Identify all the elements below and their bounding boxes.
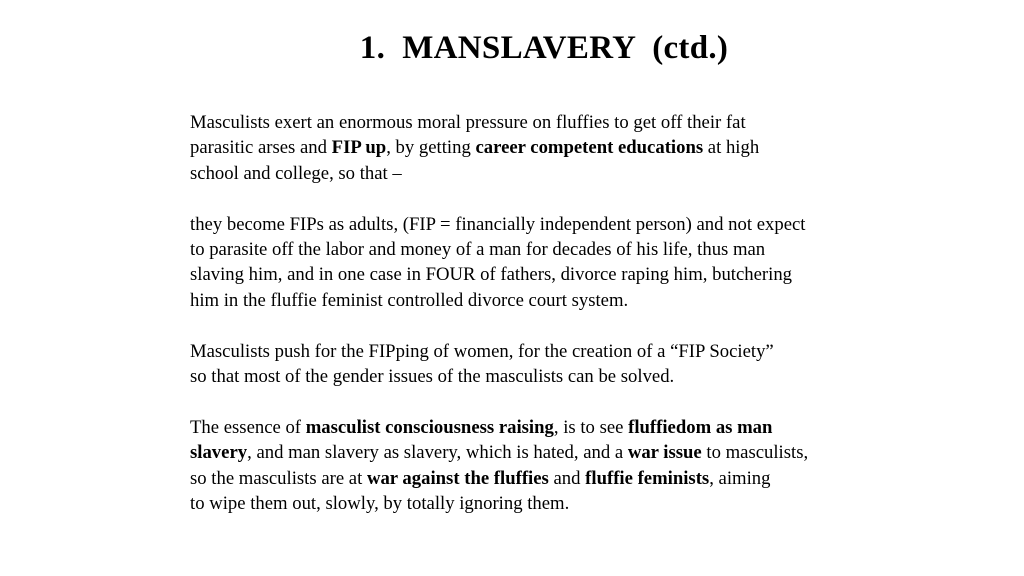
text-line <box>190 288 910 313</box>
bold-text: masculist consciousness raising <box>305 416 554 438</box>
bold-text: FIP up <box>331 137 387 159</box>
text-line <box>190 339 910 364</box>
text-run: , is to see <box>553 416 629 438</box>
text-run: so the masculists are at <box>190 467 367 489</box>
text-run: slaving him, and in one case in FOUR of fathers, divorce raping him, butchering <box>190 264 793 286</box>
bold-text: war against the fluffies <box>366 467 549 489</box>
text-run: they become FIPs as adults, (FIP = financially independent person) and not expect <box>190 213 806 235</box>
text-line <box>190 262 910 287</box>
text-run: to wipe them out, slowly, by totally ignoring them. <box>190 493 570 515</box>
paragraph <box>190 110 910 186</box>
text-line <box>190 161 910 186</box>
text-run: parasitic arses and <box>190 137 332 159</box>
text-run: so that most of the gender issues of the masculists can be solved. <box>190 366 675 388</box>
text-run: school and college, so that – <box>190 162 402 184</box>
text-run: Masculists push for the FIPping of women, for the creation of a “FIP Society” <box>190 340 774 362</box>
text-line <box>190 135 910 160</box>
slide-body <box>190 110 910 542</box>
text-line <box>190 110 910 135</box>
text-run: , aiming <box>709 467 771 489</box>
text-run: to parasite off the labor and money of a man for decades of his life, thus man <box>190 239 766 261</box>
paragraph <box>190 212 910 314</box>
bold-text: fluffie feminists <box>585 467 710 489</box>
text-line <box>190 466 910 491</box>
bold-text: career competent educations <box>475 137 704 159</box>
text-run: and <box>548 467 586 489</box>
text-line <box>190 491 910 516</box>
text-line <box>190 415 910 440</box>
text-run: Masculists exert an enormous moral pressure on fluffies to get off their fat <box>190 112 746 133</box>
text-line <box>190 212 910 237</box>
paragraph <box>190 415 910 517</box>
text-run: The essence of <box>190 416 306 438</box>
bold-text: war issue <box>627 442 702 464</box>
text-run: , by getting <box>386 137 476 159</box>
text-run: , and man slavery as slavery, which is hated, and a <box>247 442 628 464</box>
text-run: at high <box>703 137 760 159</box>
bold-text: slavery <box>190 442 248 464</box>
slide-title: 1. MANSLAVERY (ctd.) <box>359 30 729 66</box>
text-run: him in the fluffie feminist controlled divorce court system. <box>190 289 629 311</box>
paragraph <box>190 339 910 390</box>
text-run: to masculists, <box>701 442 809 464</box>
text-line <box>190 440 910 465</box>
bold-text: fluffiedom as man <box>628 416 773 438</box>
text-line <box>190 364 910 389</box>
text-line <box>190 237 910 262</box>
